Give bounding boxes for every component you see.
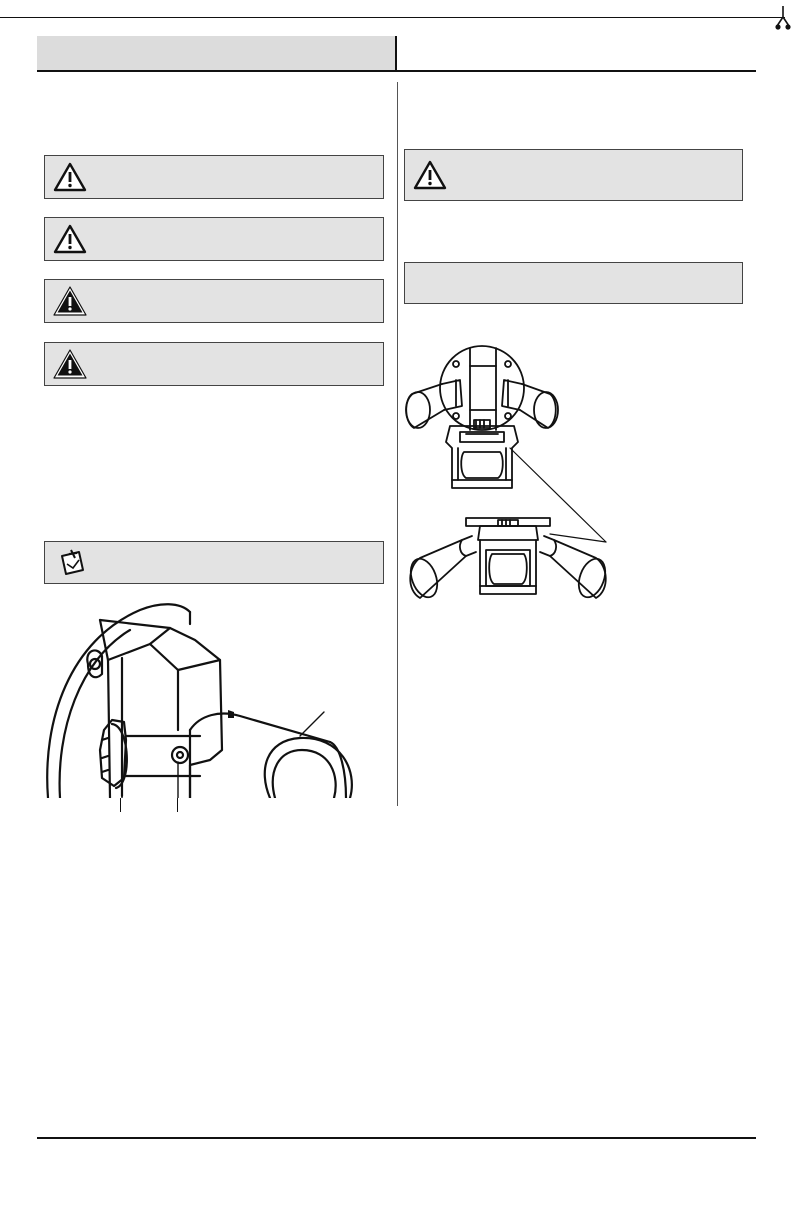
warning-triangle-filled-icon xyxy=(53,348,87,380)
callout-line-2 xyxy=(177,798,178,812)
motion-sensor-light-illustration xyxy=(400,340,620,602)
caution-box-right xyxy=(404,149,743,201)
warning-box-2 xyxy=(44,342,384,386)
callout-line-1 xyxy=(120,798,121,812)
warning-triangle-outline-icon xyxy=(413,159,447,191)
warning-triangle-outline-icon xyxy=(53,223,87,255)
lamp-adjustment-illustration xyxy=(40,600,392,798)
section-header-left xyxy=(37,36,395,70)
caution-box-2 xyxy=(44,217,384,261)
scissors-icon xyxy=(774,4,792,30)
cut-line xyxy=(0,17,785,18)
warning-triangle-filled-icon xyxy=(53,285,87,317)
header-rule xyxy=(37,70,756,72)
warning-triangle-outline-icon xyxy=(53,161,87,193)
warning-box-1 xyxy=(44,279,384,323)
header-divider xyxy=(395,36,397,72)
note-box xyxy=(44,541,384,584)
caution-box-1 xyxy=(44,155,384,199)
info-box-right xyxy=(404,262,743,304)
footer-rule xyxy=(37,1137,756,1139)
section-header-right xyxy=(396,36,756,70)
column-divider xyxy=(397,82,398,806)
note-pin-icon xyxy=(57,548,87,578)
